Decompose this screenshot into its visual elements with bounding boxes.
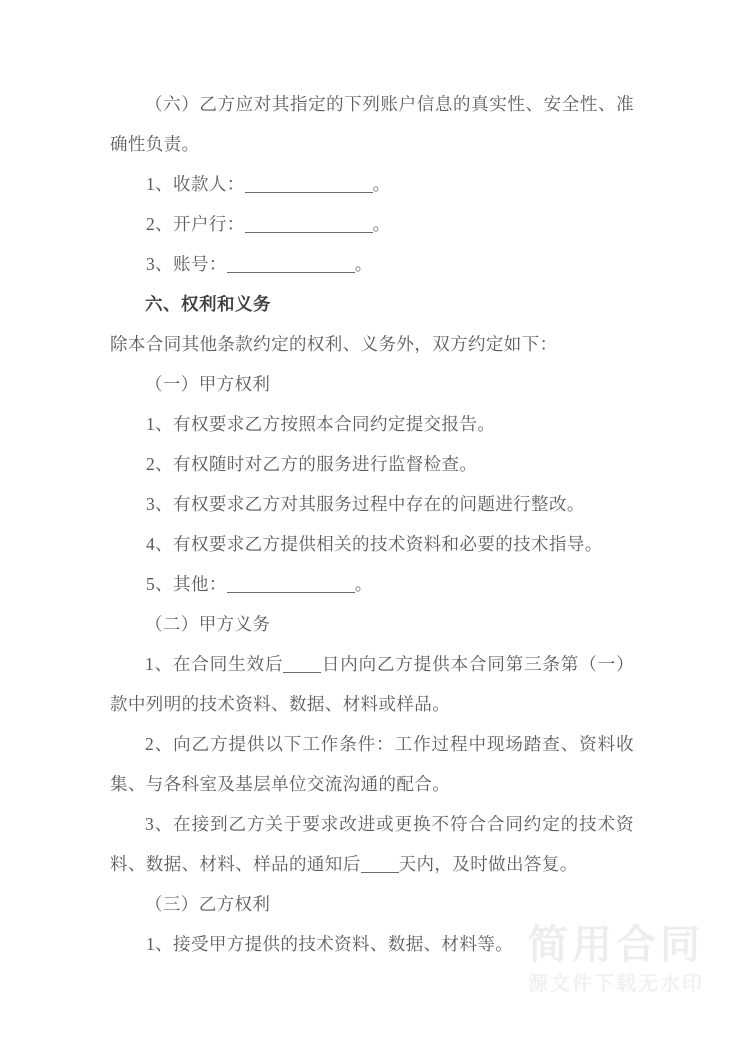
fill-in-item xyxy=(110,564,634,604)
document-body xyxy=(110,84,634,964)
text-after-blank: 。 xyxy=(354,574,373,594)
paragraph: 除本合同其他条款约定的权利、义务外，双方约定如下： xyxy=(110,334,558,354)
section-heading: 六、权利和义务 xyxy=(145,294,271,314)
text-before-blank: 5、其他： xyxy=(146,574,227,594)
fill-in-paragraph xyxy=(110,804,634,884)
blank-underline[interactable] xyxy=(245,192,373,193)
blank-underline[interactable] xyxy=(283,672,321,673)
watermark-subtitle: 源文件下载无水印 xyxy=(528,973,704,995)
paragraph: （六）乙方应对其指定的下列账户信息的真实性、安全性、准确性负责。 xyxy=(110,94,634,154)
numbered-item: 4、有权要求乙方提供相关的技术资料和必要的技术指导。 xyxy=(146,534,603,554)
text-after-blank: 日内向乙方提供本合同第三条第（一）款中列明的技术资料、数据、材料或样品。 xyxy=(110,654,634,714)
text-after-blank: 。 xyxy=(372,174,391,194)
numbered-item: 1、有权要求乙方按照本合同约定提交报告。 xyxy=(146,414,496,434)
paragraph: （二）甲方义务 xyxy=(145,614,271,634)
blank-underline[interactable] xyxy=(245,232,373,233)
paragraph: （三）乙方权利 xyxy=(145,894,271,914)
fill-in-item xyxy=(110,244,634,284)
blank-underline[interactable] xyxy=(361,872,399,873)
blank-underline[interactable] xyxy=(227,272,355,273)
fill-in-item xyxy=(110,164,634,204)
text-before-blank: 1、在合同生效后 xyxy=(145,654,284,674)
numbered-item: 3、有权要求乙方对其服务过程中存在的问题进行整改。 xyxy=(146,494,585,514)
paragraph: 2、向乙方提供以下工作条件：工作过程中现场踏查、资料收集、与各科室及基层单位交流沟通的配合。 xyxy=(110,734,634,794)
fill-in-item xyxy=(110,204,634,244)
text-before-blank: 3、账号： xyxy=(146,254,227,274)
fill-in-paragraph xyxy=(110,644,634,724)
watermark-title: 简用合同 xyxy=(528,923,704,967)
text-before-blank: 3、在接到乙方关于要求改进或更换不符合合同约定的技术资料、数据、材料、样品的通知后 xyxy=(110,814,634,874)
blank-underline[interactable] xyxy=(227,592,355,593)
numbered-item: 1、接受甲方提供的技术资料、数据、材料等。 xyxy=(146,934,514,954)
text-before-blank: 1、收款人： xyxy=(146,174,245,194)
text-after-blank: 。 xyxy=(372,214,391,234)
numbered-item: 2、有权随时对乙方的服务进行监督检查。 xyxy=(146,454,478,474)
text-after-blank: 天内，及时做出答复。 xyxy=(398,854,578,874)
paragraph: （一）甲方权利 xyxy=(145,374,271,394)
text-after-blank: 。 xyxy=(354,254,373,274)
text-before-blank: 2、开户行： xyxy=(146,214,245,234)
